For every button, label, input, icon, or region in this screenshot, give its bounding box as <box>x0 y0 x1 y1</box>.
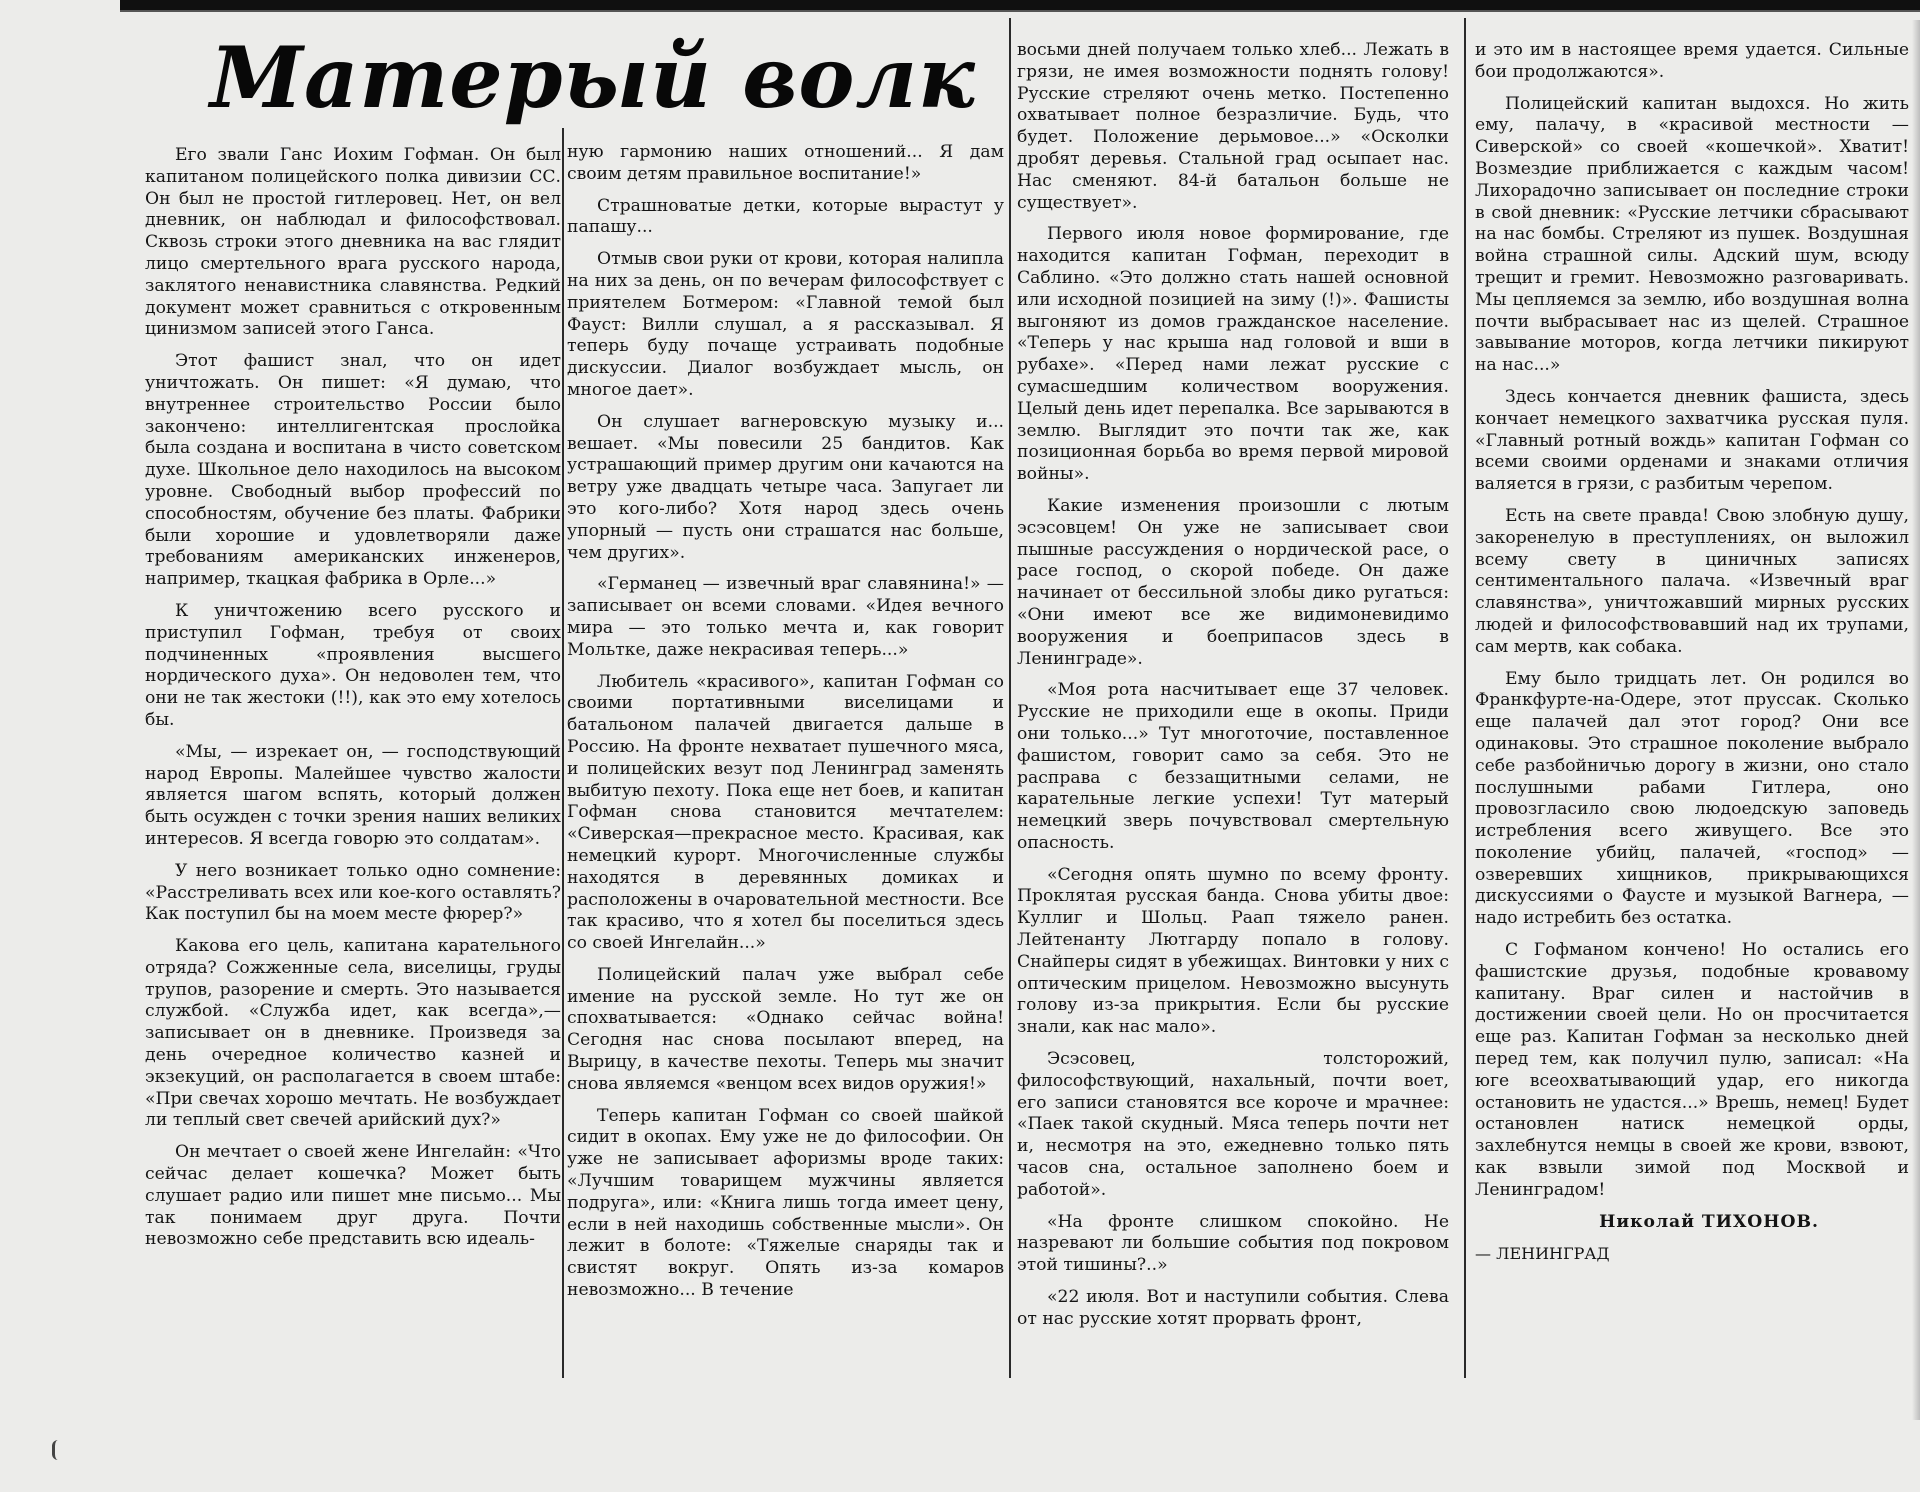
paragraph: «Моя рота насчитывает еще 37 человек. Русские не приходили еще в окопы. Приди они только...» Тут многоточие, поставленное фашистом, говорит само за себя. Это не расправа с беззащитными селами, не карательные легкие успехи! Тут матерый немецкий зверь почувствовал смертельную опасность. <box>1017 680 1449 853</box>
paragraph: Какие изменения произошли с лютым эсэсовцем! Он уже не записывает свои пышные рассуждения о нордической расе, о расе господ, о скорой победе. Он даже начинает от бессильной злобы дико ругаться: «Они имеют все же видимоневидимо вооружения и боеприпасов здесь в Ленинграде». <box>1017 495 1449 669</box>
column-divider <box>1464 18 1466 1378</box>
top-border-rule <box>120 0 1920 10</box>
article-column-3 <box>1017 40 1449 1378</box>
article-column-4 <box>1475 40 1909 1378</box>
paragraph: восьми дней получаем только хлеб... Лежать в грязи, не имея возможности поднять голову! Русские стреляют очень метко. Постепенно охватывает полное безразличие. Будь, что будет. Положение дерьмовое...» «Осколки дробят деревья. Стальной град осыпает нас. Нас сменяют. 84-й батальон больше не существует». <box>1017 40 1449 213</box>
paragraph: «Сегодня опять шумно по всему фронту. Проклятая русская банда. Снова убиты двое: Куллиг и Шольц. Раап тяжело ранен. Лейтенанту Лютгарду попало в голову. Снайперы сидят в убежищах. Винтовки у них с оптическим прицелом. Невозможно высунуть голову из-за прикрытия. Если бы русские знали, как нас мало». <box>1017 864 1449 1038</box>
paragraph: Эсэсовец, толсторожий, философствующий, нахальный, почти воет, его записи становятся все короче и мрачнее: «Паек такой скудный. Мяса теперь почти нет и, несмотря на это, ежедневно только пять часов сна, остальное заполнено боем и работой». <box>1017 1049 1449 1200</box>
paragraph: Есть на свете правда! Свою злобную душу, закоренелую в преступлениях, он выложил всему свету в циничных записях сентиментального палача. «Извечный враг славянства», уничтожавший мирных русских людей и философствовавший над их трупами, сам мертв, как собака. <box>1475 505 1909 657</box>
article-column-1 <box>145 145 561 1378</box>
paragraph: ную гармонию наших отношений... Я дам своим детям правильное воспитание!» <box>567 142 1004 184</box>
paragraph: и это им в настоящее время удается. Сильные бои продолжаются». <box>1475 40 1909 82</box>
paragraph: Здесь кончается дневник фашиста, здесь кончает немецкого захватчика русская пуля. «Главный ротный вождь» капитан Гофман со всеми своими орденами и знаками отличия валяется в грязи, с разбитым черепом. <box>1475 386 1909 495</box>
paragraph: С Гофманом кончено! Но остались его фашистские друзья, подобные кровавому капитану. Враг силен и настойчив в достижении своей цели. Но он просчитается еще раз. Капитан Гофман за несколько дней перед тем, как получил пулю, записал: «На юге всеохватывающий удар, его никогда остановить не удастся...» Врешь, немец! Будет остановлен натиск немецкой орды, захлебнутся немцы в своей же крови, взвоют, как взвыли зимой под Москвой и Ленинградом! <box>1475 940 1909 1200</box>
paragraph: «22 июля. Вот и наступили события. Слева от нас русские хотят прорвать фронт, <box>1017 1287 1449 1329</box>
paragraph: «Германец — извечный враг славянина!» — записывает он всеми словами. «Идея вечного мира — это только мечта и, как говорит Мольтке, даже некрасивая теперь...» <box>567 574 1004 660</box>
paragraph: Какова его цель, капитана карательного отряда? Сожженные села, виселицы, груды трупов, разорение и смерть. Это называется службой. «Служба идет, как всегда»,—записывает он в дневнике. Произведя за день очередное количество казней и экзекуций, он располагается в своем штабе: «При свечах хорошо мечтать. Не возбуждает ли теплый свет свечей арийский дух?» <box>145 936 561 1131</box>
column-divider <box>562 128 564 1378</box>
article-column-2 <box>567 142 1004 1378</box>
paragraph: Этот фашист знал, что он идет уничтожать. Он пишет: «Я думаю, что внутреннее строительство России было закончено: интеллигентская прослойка была создана и воспитана в чисто советском духе. Школьное дело находилось на высоком уровне. Свободный выбор профессий по способностям, обучение без платы. Фабрики были хорошие и удовлетворяли даже требованиям американских инженеров, например, ткацкая фабрика в Орле...» <box>145 351 561 590</box>
paragraph: Его звали Ганс Иохим Гофман. Он был капитаном полицейского полка дивизии СС. Он был не простой гитлеровец. Нет, он вел дневник, он наблюдал и философствовал. Сквозь строки этого дневника на вас глядит лицо смертельного врага русского народа, заклятого ненавистника славянства. Редкий документ может сравниться с откровенным цинизмом записей этого Ганса. <box>145 145 561 340</box>
top-border-edge <box>120 10 1920 12</box>
paragraph: «Мы, — изрекает он, — господствующий народ Европы. Малейшее чувство жалости является шагом вспять, который должен быть осужден с точки зрения наших великих интересов. Я всегда говорю это солдатам». <box>145 741 561 849</box>
paragraph: Он слушает вагнеровскую музыку и... вешает. «Мы повесили 25 бандитов. Как устрашающий пример другим они качаются на ветру уже двадцать четыре часа. Запугает ли это кого-либо? Хотя народ здесь очень упорный — пусть они страшатся нас больше, чем других». <box>567 411 1004 563</box>
page-edge-shadow <box>1912 20 1920 1420</box>
paragraph: Полицейский палач уже выбрал себе имение на русской земле. Но тут же он спохватывается: «Однако сейчас война! Сегодня нас снова посылают вперед, на Вырицу, в качестве пехоты. Теперь мы значит снова являемся «венцом всех видов оружия!» <box>567 964 1004 1094</box>
paragraph: Ему было тридцать лет. Он родился во Франкфурте-на-Одере, этот пруссак. Сколько еще палачей дал этот город? Они все одинаковы. Это страшное поколение выбрало себе разбойничью дорогу в жизни, оно стало послушными рабами Гитлера, оно провозгласило свою людоедскую заповедь истребления всего живущего. Все это поколение убийц, палачей, «господ» — озверевших хищников, прикрывающихся дискуссиями о Фаусте и музыкой Вагнера, — надо истребить без остатка. <box>1475 668 1909 929</box>
paragraph: К уничтожению всего русского и приступил Гофман, требуя от своих подчиненных «проявления высшего нордического духа». Он недоволен тем, что они не так жестоки (!!), как это ему хотелось бы. <box>145 600 561 730</box>
article-title: Матерый волк <box>210 28 976 127</box>
author-signature: Николай ТИХОНОВ. <box>1599 1211 1819 1232</box>
paragraph: У него возникает только одно сомнение: «Расстреливать всех или кое-кого оставлять? Как поступил бы на моем месте фюрер?» <box>145 860 561 925</box>
paragraph: Любитель «красивого», капитан Гофман со своими портативными виселицами и батальоном палачей двигается дальше в Россию. На фронте нехватает пушечного мяса, и полицейских везут под Ленинград заменять выбитую пехоту. Пока еще нет боев, и капитан Гофман снова становится мечтателем: «Сиверская—прекрасное место. Красивая, как немецкий курорт. Многочисленные службы находятся в деревянных домиках и расположены в очаровательной местности. Все так красиво, что я хотел бы поселиться здесь со своей Ингелайн...» <box>567 671 1004 954</box>
dateline: — ЛЕНИНГРАД <box>1475 1244 1610 1264</box>
paragraph: Страшноватые детки, которые вырастут у папашу... <box>567 195 1004 238</box>
paragraph: «На фронте слишком спокойно. Не назревают ли большие события под покровом этой тишины?..» <box>1017 1211 1449 1276</box>
paragraph: Теперь капитан Гофман со своей шайкой сидит в окопах. Ему уже не до философии. Он уже не записывает афоризмы вроде таких: «Лучшим товарищем мужчины является подруга», или: «Книга лишь тогда имеет цену, если в ней находишь собственные мысли». Он лежит в болоте: «Тяжелые снаряды так и свистят вокруг. Опять из-за комаров невозможно... В течение <box>567 1105 1004 1301</box>
paragraph: Полицейский капитан выдохся. Но жить ему, палачу, в «красивой местности — Сиверской» со своей «кошечкой». Хватит! Возмездие приближается с каждым часом! Лихорадочно записывает он последние строки в свой дневник: «Русские летчики сбрасывают на нас бомбы. Стреляют из пушек. Воздушная война страшной силы. Адский шум, всюду трещит и гремит. Невозможно разговаривать. Мы цепляемся за землю, ибо воздушная волна почти выбрасывает нас из щелей. Страшное завывание моторов, когда летчики пикируют на нас...» <box>1475 93 1909 376</box>
scan-artifact-mark <box>52 1440 63 1460</box>
paragraph: Первого июля новое формирование, где находится капитан Гофман, переходит в Саблино. «Это должно стать нашей основной или исходной позицией на зиму (!)». Фашисты выгоняют из домов гражданское население. «Теперь у нас крыша над головой и вши в рубахе». «Перед нами лежат русские с сумасшедшим количеством вооружения. Целый день идет перепалка. Все зарываются в землю. Выглядит это почти так же, как позиционная борьба во время первой мировой войны». <box>1017 224 1449 485</box>
paragraph: Он мечтает о своей жене Ингелайн: «Что сейчас делает кошечка? Может быть слушает радио или пишет мне письмо... Мы так понимаем друг друга. Почти невозможно себе представить всю идеаль- <box>145 1142 561 1250</box>
column-divider <box>1009 18 1011 1378</box>
paragraph: Отмыв свои руки от крови, которая налипла на них за день, он по вечерам философствует с приятелем Ботмером: «Главной темой был Фауст: Вилли слушал, а я рассказывал. Я теперь буду почаще устраивать подобные дискуссии. Диалог возбуждает мысль, он многое дает». <box>567 249 1004 400</box>
